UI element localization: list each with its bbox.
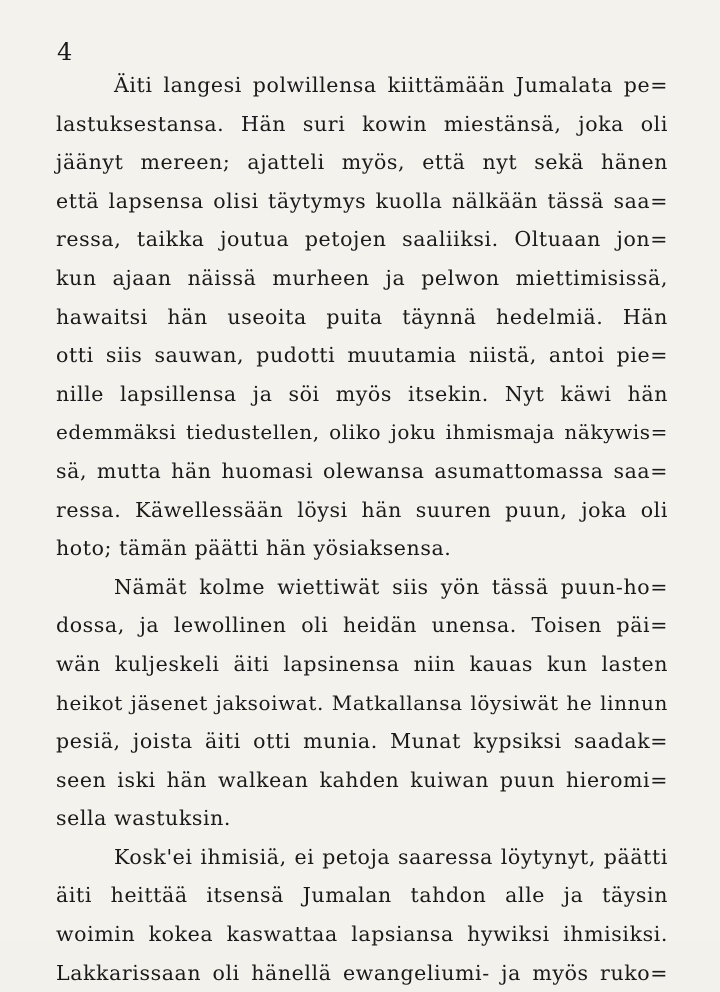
text-line: sella wastuksin. (56, 806, 232, 831)
text-line: Kosk'ei ihmisiä, ei petoja saaressa löytynyt, päätti (114, 844, 668, 869)
text-line: nille lapsillensa ja söi myös itsekin. Nyt käwi hän (56, 381, 668, 406)
text-line: Äiti langesi polwillensa kiittämään Jumalata pe= (114, 73, 668, 97)
text-line: pesiä, joista äiti otti munia. Munat kypsiksi saadak= (56, 729, 668, 754)
text-line: hoto; tämän päätti hän yösiaksensa. (56, 536, 452, 561)
text-line: äiti heittää itsensä Jumalan tahdon alle ja täysin (56, 883, 668, 908)
text-line: Nämät kolme wiettiwät siis yön tässä puun-ho= (114, 574, 668, 599)
text-line: woimin kokea kaswattaa lapsiansa hywiksi ihmisiksi. (56, 922, 668, 947)
text-line: wän kuljeskeli äiti lapsinensa niin kauas kun lasten (56, 651, 668, 676)
text-line: ressa, taikka joutua petojen saaliiksi. Oltuaan jon= (56, 227, 668, 252)
text-line: hawaitsi hän useoita puita täynnä hedelmiä. Hän (56, 304, 668, 329)
text-line: dossa, ja lewollinen oli heidän unensa. Toisen päi= (56, 613, 668, 638)
text-line: seen iski hän walkean kahden kuiwan puun hieromi= (56, 767, 668, 792)
body-text (56, 66, 668, 992)
text-line: jäänyt mereen; ajatteli myös, että nyt sekä hänen (56, 150, 668, 175)
text-line: kun ajaan näissä murheen ja pelwon miettimisissä, (56, 265, 668, 290)
text-line: otti siis sauwan, pudotti muutamia niistä, antoi pie= (56, 343, 668, 368)
text-line: että lapsensa olisi täytymys kuolla nälkään tässä saa= (56, 188, 668, 213)
page-number: 4 (57, 38, 73, 66)
text-line: heikot jäsenet jaksoiwat. Matkallansa löysiwät he linnun (56, 690, 668, 715)
text-line: ressa. Käwellessään löysi hän suuren puun, joka oli (56, 497, 668, 522)
text-line: lastuksestansa. Hän suri kowin miestänsä, joka oli (56, 111, 668, 136)
text-line: sä, mutta hän huomasi olewansa asumattomassa saa= (56, 458, 668, 483)
text-line: edemmäksi tiedustellen, oliko joku ihmismaja näkywis= (56, 420, 668, 445)
text-line: Lakkarissaan oli hänellä ewangeliumi- ja myös ruko= (56, 960, 668, 985)
